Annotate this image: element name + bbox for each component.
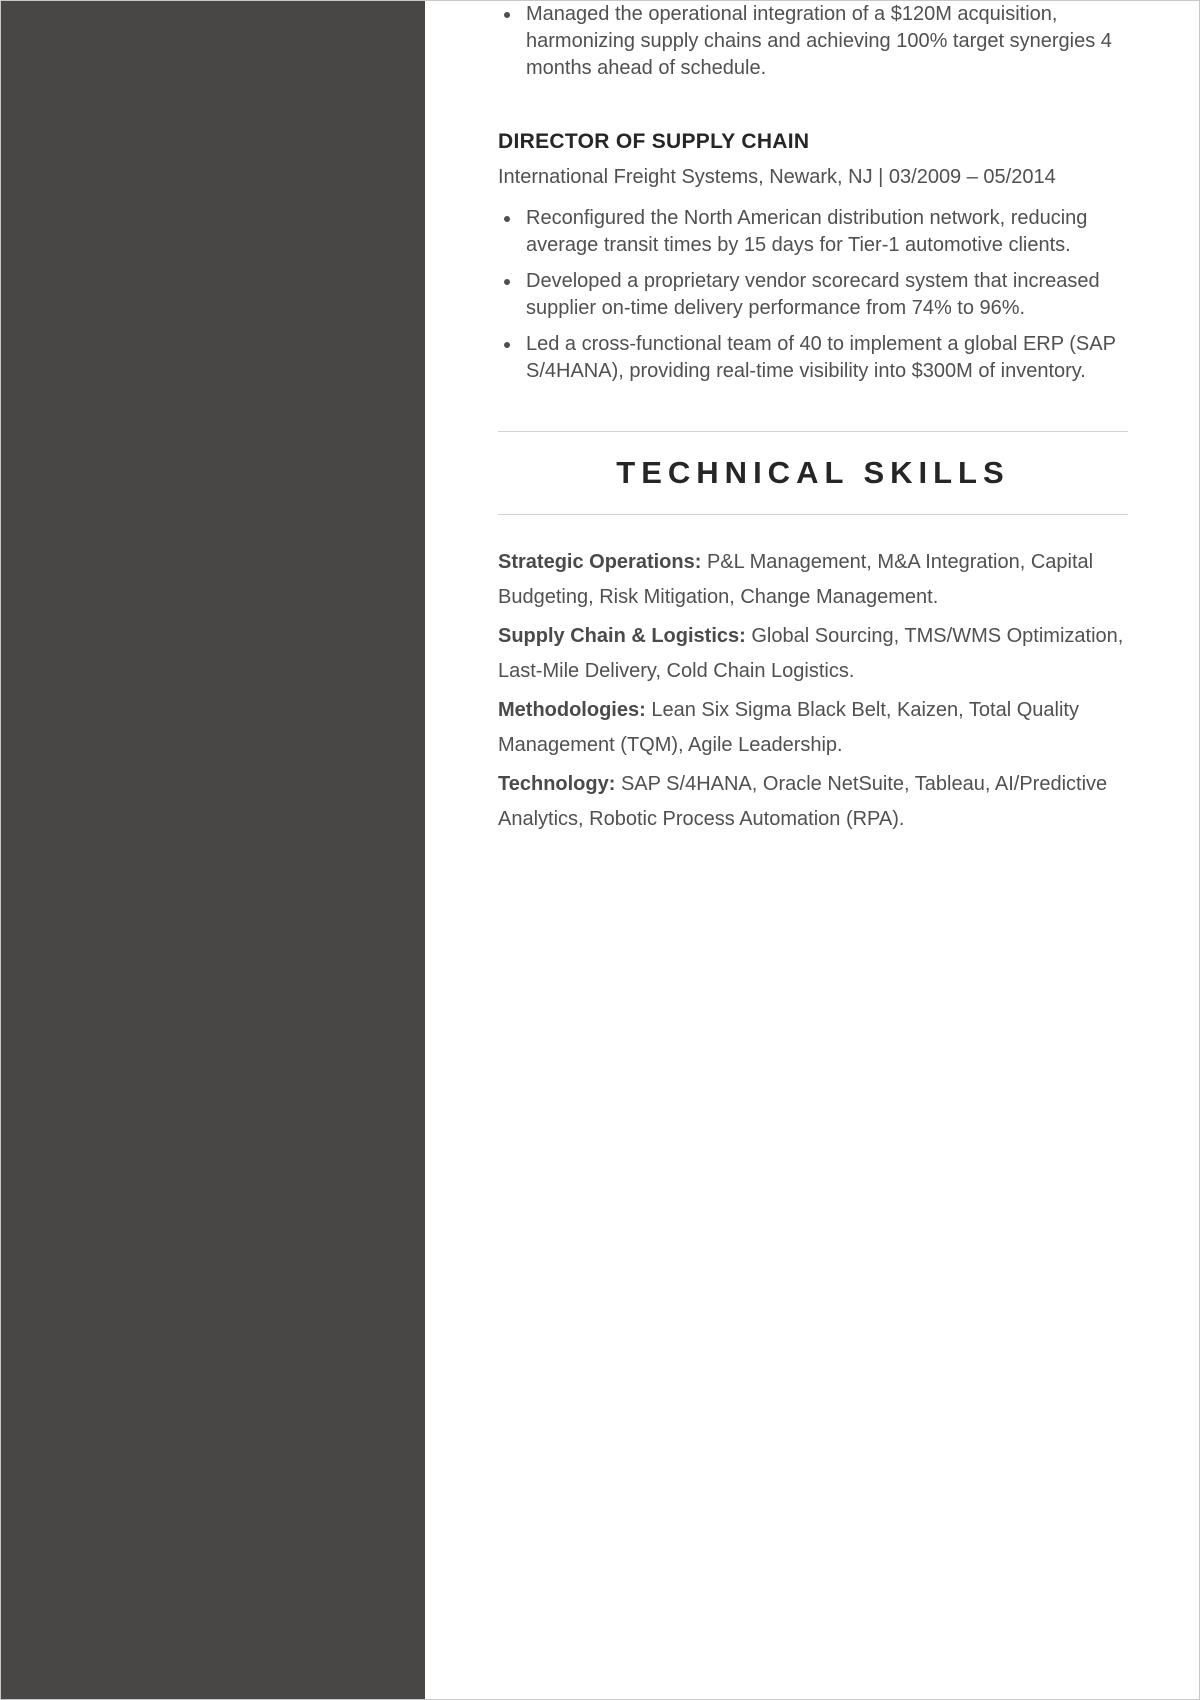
skill-row-supply-chain — [498, 619, 1128, 689]
section-divider-bottom — [498, 514, 1128, 515]
skill-text: Lean Six Sigma Black Belt, Kaizen, Total Quality Management (TQM), Agile Leadership. — [498, 699, 1079, 756]
skill-label: Methodologies: — [498, 699, 646, 721]
bullet-item — [498, 331, 1128, 385]
skill-label: Strategic Operations: — [498, 551, 702, 573]
skill-text: P&L Management, M&A Integration, Capital Budgeting, Risk Mitigation, Change Management. — [498, 551, 1094, 608]
bullet-dot-icon — [504, 12, 510, 18]
section-heading-technical-skills: TECHNICAL SKILLS — [616, 455, 1010, 490]
job-title: DIRECTOR OF SUPPLY CHAIN — [498, 130, 810, 153]
job-company-dates: International Freight Systems, Newark, NJ | 03/2009 – 05/2014 — [498, 166, 1056, 188]
skill-row-methodologies — [498, 693, 1128, 763]
skill-text: SAP S/4HANA, Oracle NetSuite, Tableau, AI/Predictive Analytics, Robotic Process Automation (RPA). — [498, 773, 1108, 830]
main-column — [498, 1, 1128, 841]
bullet-text: Reconfigured the North American distribution network, reducing average transit times by 15 days for Tier-1 automotive clients. — [526, 207, 1088, 256]
technical-skills-list — [498, 545, 1128, 837]
bullet-text: Managed the operational integration of a $120M acquisition, harmonizing supply chains and achieving 100% target synergies 4 months ahead of schedule. — [526, 3, 1112, 79]
bullet-dot-icon — [504, 342, 510, 348]
skill-row-technology — [498, 767, 1128, 837]
bullet-dot-icon — [504, 216, 510, 222]
skill-text: Global Sourcing, TMS/WMS Optimization, Last-Mile Delivery, Cold Chain Logistics. — [498, 625, 1124, 682]
bullet-item — [498, 205, 1128, 259]
skill-row-strategic-operations — [498, 545, 1128, 615]
bullet-text: Developed a proprietary vendor scorecard system that increased supplier on-time delivery performance from 74% to 96%. — [526, 270, 1100, 319]
previous-job-bullets — [498, 1, 1128, 82]
bullet-dot-icon — [504, 279, 510, 285]
sidebar-panel — [1, 1, 425, 1699]
bullet-item — [498, 268, 1128, 322]
skill-label: Technology: — [498, 773, 616, 795]
director-job-bullets — [498, 205, 1128, 385]
bullet-text: Led a cross-functional team of 40 to implement a global ERP (SAP S/4HANA), providing real-time visibility into $300M of inventory. — [526, 333, 1116, 382]
skill-label: Supply Chain & Logistics: — [498, 625, 746, 647]
bullet-item — [498, 1, 1128, 82]
